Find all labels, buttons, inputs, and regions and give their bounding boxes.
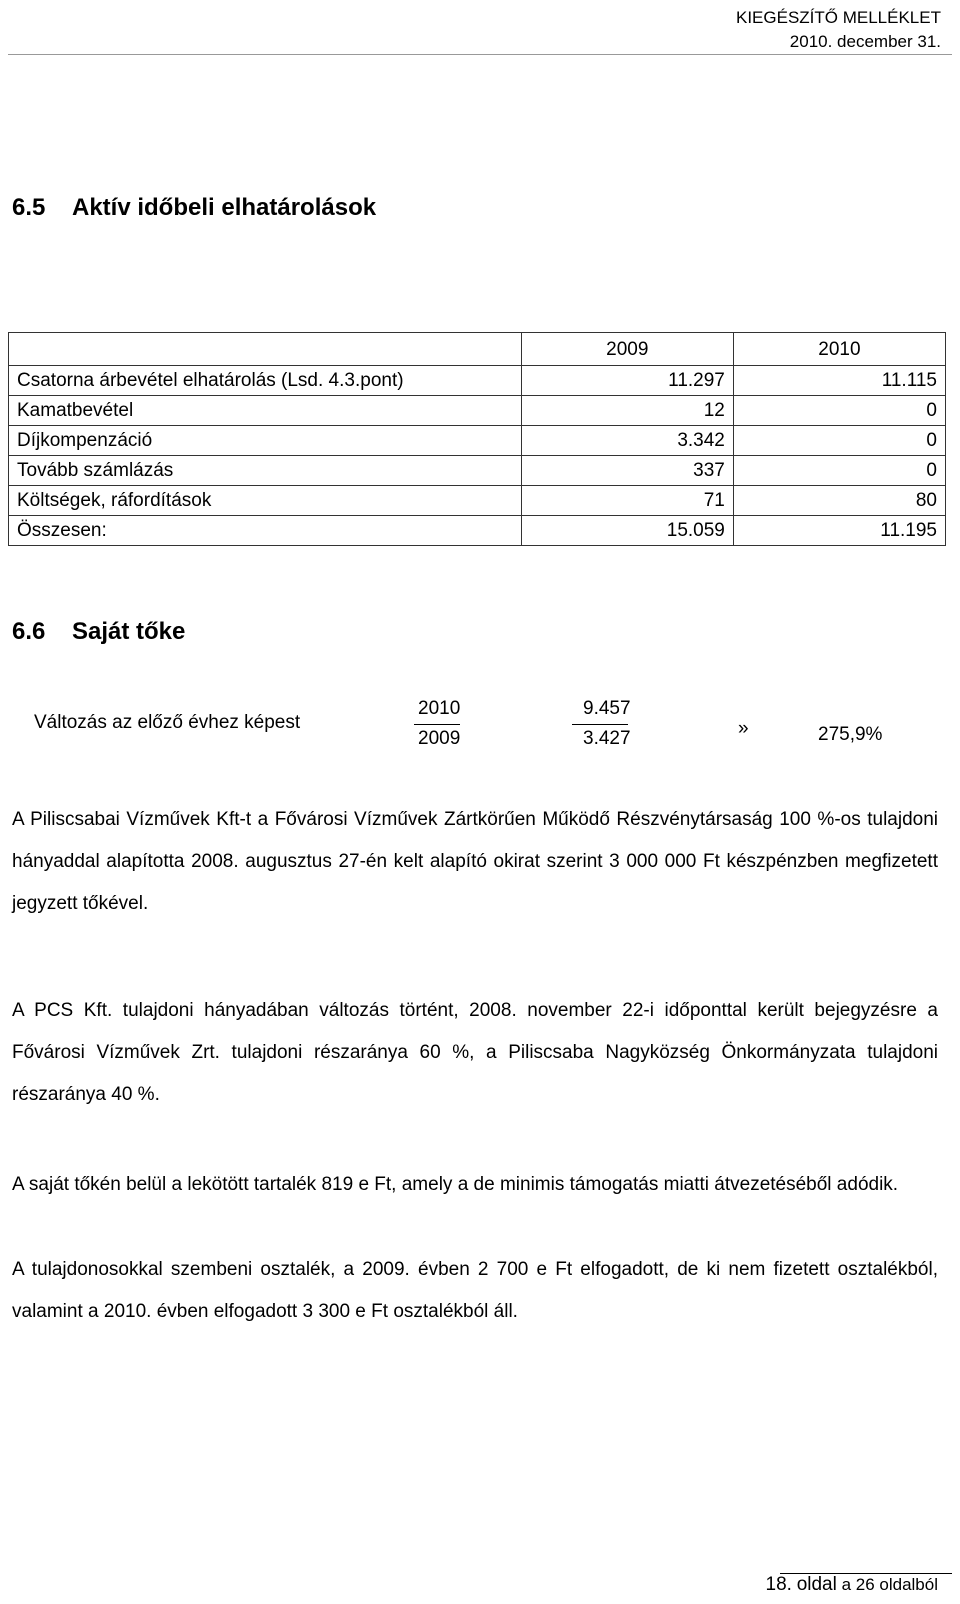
row-label: Összesen:: [9, 516, 522, 546]
cell-2010: 0: [733, 456, 945, 486]
fraction-line: [414, 724, 460, 725]
section-heading-6-5: [12, 194, 376, 222]
table-row: [9, 486, 946, 516]
header-divider: [8, 54, 952, 55]
row-label: Költségek, ráfordítások: [9, 486, 522, 516]
cell-2009: 11.297: [521, 366, 733, 396]
table-header-cell: [9, 333, 522, 366]
row-label: Kamatbevétel: [9, 396, 522, 426]
table-header-cell: 2009: [521, 333, 733, 366]
cell-2010: 80: [733, 486, 945, 516]
change-label: Változás az előző évhez képest: [34, 712, 301, 733]
cell-2009: 3.342: [521, 426, 733, 456]
row-label: Díjkompenzáció: [9, 426, 522, 456]
table-row: [9, 426, 946, 456]
page-header: [736, 6, 941, 54]
section-title: Saját tőke: [72, 618, 186, 645]
cell-2010: 11.195: [733, 516, 945, 546]
change-year-top: 2010: [418, 698, 461, 719]
header-title: KIEGÉSZÍTŐ MELLÉKLET: [735, 8, 941, 27]
change-year-bottom: 2009: [418, 728, 461, 749]
section-number: 6.6: [12, 618, 46, 645]
table-total-row: [9, 516, 946, 546]
cell-2010: 0: [733, 396, 945, 426]
page-word: oldal: [796, 1574, 837, 1595]
section-title: Aktív időbeli elhatárolások: [72, 194, 377, 221]
cell-2009: 12: [521, 396, 733, 426]
cell-2009: 15.059: [521, 516, 733, 546]
page-number: 18.: [765, 1574, 792, 1595]
accruals-table: [8, 332, 946, 546]
page-footer: [766, 1574, 938, 1596]
section-number: 6.5: [12, 194, 46, 221]
paragraph-ownership-change: A PCS Kft. tulajdoni hányadában változás történt, 2008. november 22-i időponttal került bejegyzésre a Fővárosi Vízművek Zrt. tulajdoni részaránya 60 %, a Piliscsaba Nagyközség Önkormányzata tulajdoni részaránya 40 %.: [12, 1000, 938, 1105]
change-value-top: 9.457: [583, 698, 631, 719]
fraction-line: [572, 724, 628, 725]
change-value-bottom: 3.427: [583, 728, 631, 749]
header-date: 2010. december 31.: [789, 32, 941, 51]
row-label: Tovább számlázás: [9, 456, 522, 486]
table-row: [9, 456, 946, 486]
table-row: [9, 366, 946, 396]
cell-2009: 71: [521, 486, 733, 516]
arrow-icon: »: [738, 718, 749, 739]
paragraph-dividend: A tulajdonosokkal szembeni osztalék, a 2009. évben 2 700 e Ft elfogadott, de ki nem fizetett osztalékból, valamint a 2010. évben elfogadott 3 300 e Ft osztalékból áll.: [12, 1259, 938, 1322]
row-label: Csatorna árbevétel elhatárolás (Lsd. 4.3.pont): [9, 366, 522, 396]
cell-2009: 337: [521, 456, 733, 486]
table-row: [9, 396, 946, 426]
change-ratio: 275,9%: [818, 724, 883, 745]
table-header-cell: 2010: [733, 333, 945, 366]
cell-2010: 0: [733, 426, 945, 456]
paragraph-reserve: A saját tőkén belül a lekötött tartalék 819 e Ft, amely a de minimis támogatás miatti átvezetéséből adódik.: [12, 1174, 899, 1195]
table-header-row: [9, 333, 946, 366]
paragraph-founding: A Piliscsabai Vízművek Kft-t a Fővárosi Vízművek Zártkörűen Működő Részvénytársaság 100 %-os tulajdoni hányaddal alapította 2008. augusztus 27-én kelt alapító okirat szerint 3 000 000 Ft készpénzben megfizetett jegyzett tőkével.: [12, 809, 938, 914]
cell-2010: 11.115: [733, 366, 945, 396]
page-total: a 26 oldalból: [841, 1575, 938, 1594]
section-heading-6-6: [12, 618, 185, 646]
